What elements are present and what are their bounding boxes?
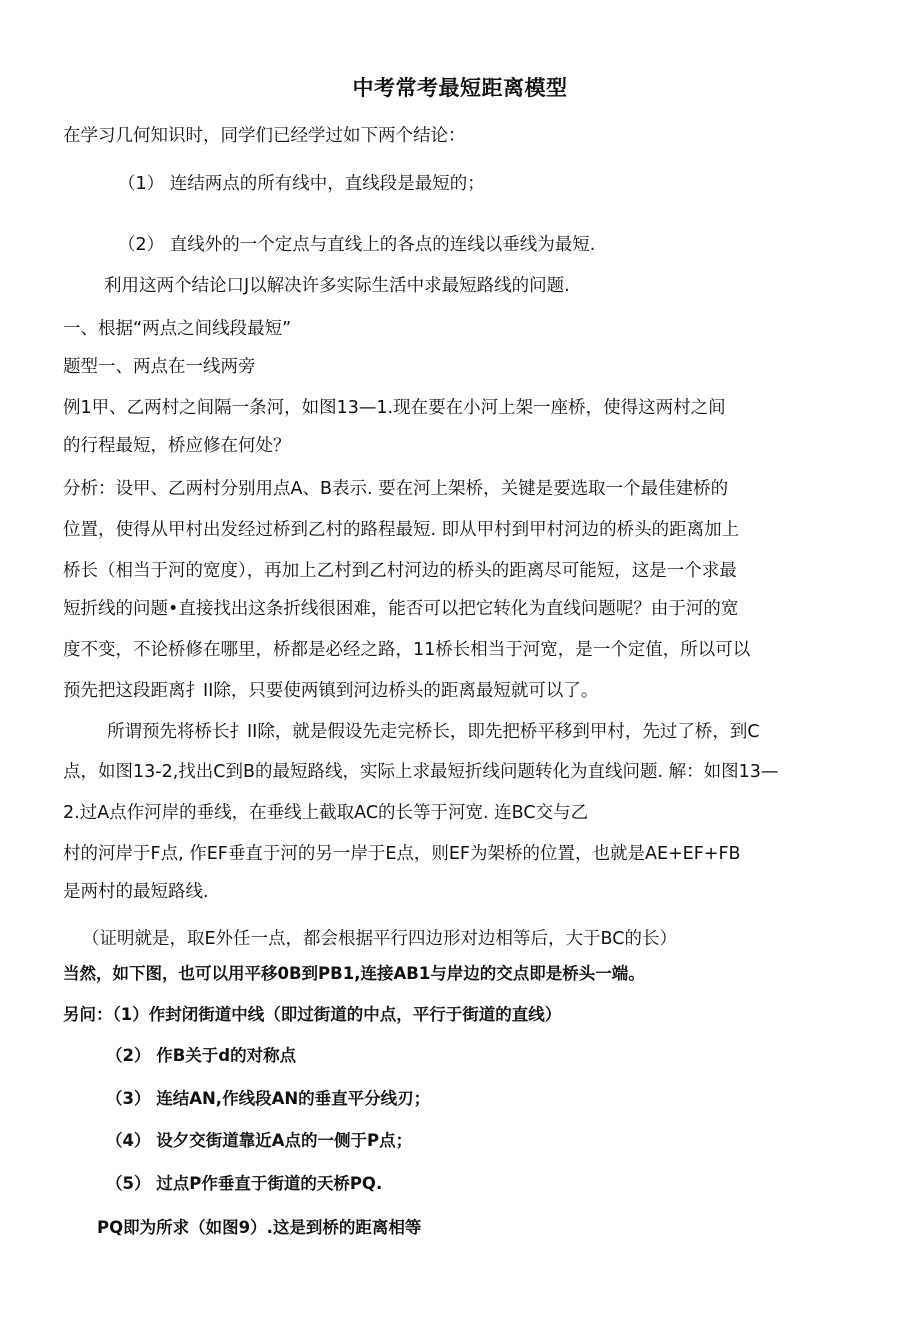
section-heading-1: 一、根据“两点之间线段最短” (63, 319, 292, 339)
conclusion-2: （2） 直线外的一个定点与直线上的各点的连线以垂线为最短. (118, 235, 596, 255)
analysis-line-6: 预先把这段距离扌II除，只要使两镇到河边桥头的距离最短就可以了。 (63, 681, 599, 701)
analysis-line-2: 位置，使得从甲村出发经过桥到乙村的路程最短. 即从甲村到甲村河边的桥头的距离加上 (63, 520, 740, 540)
paragraph-2-line-3: 2.过A点作河岸的垂线，在垂线上截取AC的长等于河宽. 连BC交与乙 (63, 803, 589, 823)
alternative-method: 当然，如下图，也可以用平移0B到PB1,连接AB1与岸边的交点即是桥头一端。 (63, 964, 645, 983)
document-title: 中考常考最短距离模型 (352, 76, 568, 100)
conclusion-1: （1） 连结两点的所有线中，直线段是最短的； (118, 174, 485, 194)
proof-note: （证明就是，取E外任一点，都会根据平行四边形对边相等后，大于BC的长） (82, 929, 677, 949)
analysis-line-3: 桥长（相当于河的宽度），再加上乙村到乙村河边的桥头的距离尽可能短，这是一个求最 (63, 561, 737, 581)
step-3: （3） 连结AN,作线段AN的垂直平分线刃； (106, 1089, 431, 1108)
analysis-line-5: 度不变，不论桥修在哪里，桥都是必经之路，11桥长相当于河宽，是一个定值，所以可以 (63, 640, 751, 660)
example-1-line-1: 例1甲、乙两村之间隔一条河，如图13—1.现在要在小河上架一座桥，使得这两村之间 (63, 398, 726, 418)
paragraph-2-line-1: 所谓预先将桥长扌II除，就是假设先走完桥长，即先把桥平移到甲村，先过了桥，到C (107, 722, 760, 742)
paragraph-2-line-2: 点，如图13-2,找出C到B的最短路线，实际上求最短折线问题转化为直线问题. 解：如图13— (63, 762, 779, 782)
step-2: （2） 作B关于d的对称点 (106, 1046, 297, 1065)
final-conclusion: PQ即为所求（如图9）.这是到桥的距离相等 (97, 1218, 422, 1237)
step-4: （4） 设夕交街道靠近A点的一侧于P点； (106, 1131, 413, 1150)
analysis-line-1: 分析：设甲、乙两村分别用点A、B表示. 要在河上架桥，关键是要选取一个最佳建桥的 (63, 479, 729, 499)
intro-text: 在学习几何知识时，同学们已经学过如下两个结论： (63, 126, 466, 146)
usage-text: 利用这两个结论口J以解决许多实际生活中求最短路线的问题. (104, 276, 570, 296)
paragraph-2-line-5: 是两村的最短路线. (63, 882, 209, 902)
step-5: （5） 过点P作垂直于街道的天桥PQ. (106, 1174, 383, 1193)
alt-question: 另问：（1）作封闭街道中线（即过街道的中点，平行于街道的直线） (63, 1005, 562, 1024)
example-1-line-2: 的行程最短，桥应修在何处？ (63, 436, 291, 456)
type-heading-1: 题型一、两点在一线两旁 (63, 357, 256, 377)
analysis-line-4: 短折线的问题•直接找出这条折线很困难，能否可以把它转化为直线问题呢？由于河的宽 (63, 599, 739, 619)
paragraph-2-line-4: 村的河岸于F点, 作EF垂直于河的另一岸于E点，则EF为架桥的位置，也就是AE+EF+FB (63, 844, 741, 864)
